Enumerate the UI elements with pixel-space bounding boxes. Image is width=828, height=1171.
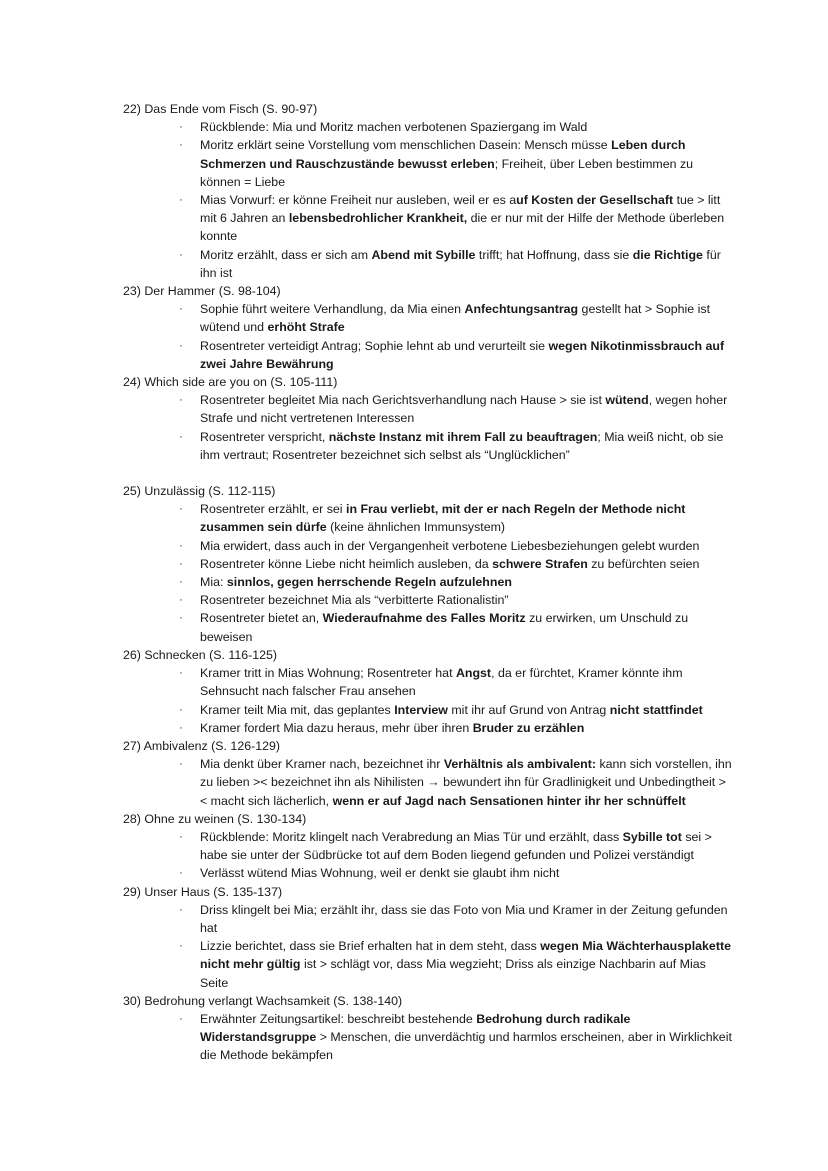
chapter-title: 27) Ambivalenz (S. 126-129) bbox=[123, 738, 281, 753]
bold-text-run: Bruder zu erzählen bbox=[472, 720, 585, 735]
bullet-item bbox=[0, 428, 828, 464]
section-spacer bbox=[0, 464, 828, 482]
text-run: ist > schlägt vor, dass Mia wegzieht; Driss als einzige Nachbarin auf Mias Seite bbox=[200, 957, 706, 990]
bullet-item bbox=[0, 500, 828, 536]
bullet-dot-icon: · bbox=[179, 557, 183, 570]
chapter-title: 23) Der Hammer (S. 98-104) bbox=[123, 284, 281, 299]
text-run: Moritz erklärt seine Vorstellung vom menschlichen Dasein: Mensch müsse bbox=[200, 138, 612, 153]
text-run: Lizzie berichtet, dass sie Brief erhalten hat in dem steht, dass bbox=[200, 939, 541, 954]
bullet-dot-icon: · bbox=[179, 940, 183, 953]
bold-text-run: in Frau verliebt, mit der er nach Regeln der Methode nicht zusammen sein dürfe bbox=[200, 502, 686, 535]
bullet-item bbox=[0, 609, 828, 645]
bullet-dot-icon: · bbox=[179, 303, 183, 316]
chapter-section bbox=[0, 646, 828, 737]
bullet-item bbox=[0, 118, 828, 136]
bullet-list bbox=[0, 500, 828, 646]
bold-text-run: wütend bbox=[605, 393, 649, 408]
text-run: Erwähnter Zeitungsartikel: beschreibt bestehende bbox=[200, 1011, 477, 1026]
text-run: , wegen hoher Strafe und nicht vertretenen Interessen bbox=[200, 393, 728, 426]
bullet-list bbox=[0, 118, 828, 282]
bullet-list bbox=[0, 664, 828, 737]
bullet-dot-icon: · bbox=[179, 830, 183, 843]
bullet-item bbox=[0, 391, 828, 427]
text-run: Rückblende: Moritz klingelt nach Verabredung an Mias Tür und erzählt, dass bbox=[200, 829, 623, 844]
text-run: Mia denkt über Kramer nach, bezeichnet ihr bbox=[200, 757, 444, 772]
text-run: Mias Vorwurf: er könne Freiheit nur ausleben, weil er es a bbox=[200, 193, 517, 208]
chapter-section bbox=[0, 883, 828, 992]
bold-text-run: nächste Instanz mit ihrem Fall zu beauftragen bbox=[328, 429, 598, 444]
bold-text-run: wenn er auf Jagd nach Sensationen hinter ihr her schnüffelt bbox=[332, 793, 686, 808]
bullet-dot-icon: · bbox=[179, 867, 183, 880]
text-run: Rosentreter verspricht, bbox=[200, 429, 329, 444]
text-run: > Menschen, die unverdächtig und harmlos erscheinen, aber in Wirklichkeit die Methode bekämpfen bbox=[200, 1030, 732, 1063]
bullet-dot-icon: · bbox=[179, 576, 183, 589]
text-run: (keine ähnlichen Immunsystem) bbox=[326, 520, 506, 535]
chapter-section bbox=[0, 992, 828, 1065]
bullet-dot-icon: · bbox=[179, 503, 183, 516]
text-run: Mia: bbox=[200, 575, 227, 590]
bullet-dot-icon: · bbox=[179, 121, 183, 134]
text-run: tue > litt mit 6 Jahren an bbox=[200, 193, 721, 226]
chapter-title: 28) Ohne zu weinen (S. 130-134) bbox=[123, 811, 307, 826]
bold-text-run: nicht stattfindet bbox=[609, 702, 703, 717]
bold-text-run: Abend mit Sybille bbox=[371, 247, 476, 262]
chapter-title: 29) Unser Haus (S. 135-137) bbox=[123, 884, 283, 899]
bold-text-run: Verhältnis als ambivalent: bbox=[443, 757, 597, 772]
text-run: Kramer teilt Mia mit, das geplantes bbox=[200, 702, 395, 717]
bullet-item bbox=[0, 555, 828, 573]
text-run: ; Mia weiß nicht, ob sie ihm vertraut; Rosentreter bezeichnet sich selbst als “Unglücklichen” bbox=[200, 429, 724, 462]
text-run: trifft; hat Hoffnung, dass sie bbox=[475, 247, 633, 262]
chapter-section bbox=[0, 100, 828, 282]
bullet-item bbox=[0, 701, 828, 719]
bullet-dot-icon: · bbox=[179, 1012, 183, 1025]
text-run: kann sich vorstellen, ihn zu lieben >< bezeichnet ihn als Nihilisten → bewundert ihn für Gradlinigkeit und Unbedingtheit >< macht sich lächerlich, bbox=[200, 757, 732, 808]
bold-text-run: Sybille tot bbox=[622, 829, 682, 844]
bold-text-run: Bedrohung durch radikale Widerstandsgruppe bbox=[200, 1011, 631, 1045]
bullet-dot-icon: · bbox=[179, 139, 183, 152]
text-run: Sophie führt weitere Verhandlung, da Mia einen bbox=[200, 302, 465, 317]
text-run: für ihn ist bbox=[200, 247, 721, 280]
bullet-list bbox=[0, 828, 828, 883]
bullet-list bbox=[0, 901, 828, 992]
text-run: mit ihr auf Grund von Antrag bbox=[447, 702, 610, 717]
bold-text-run: die Richtige bbox=[632, 247, 703, 262]
text-run: Driss klingelt bei Mia; erzählt ihr, dass sie das Foto von Mia und Kramer in der Zeitung gefunden hat bbox=[200, 902, 728, 935]
bold-text-run: uf Kosten der Gesellschaft bbox=[516, 193, 674, 208]
text-run: die er nur mit der Hilfe der Methode überleben konnte bbox=[200, 211, 725, 244]
bullet-dot-icon: · bbox=[179, 539, 183, 552]
bullet-dot-icon: · bbox=[179, 758, 183, 771]
text-run: Rosentreter bietet an, bbox=[200, 611, 323, 626]
text-run: gestellt hat > Sophie ist wütend und bbox=[200, 302, 711, 335]
bullet-item bbox=[0, 300, 828, 336]
bullet-dot-icon: · bbox=[179, 612, 183, 625]
text-run: zu erwirken, um Unschuld zu beweisen bbox=[200, 611, 689, 644]
bullet-item bbox=[0, 191, 828, 246]
bullet-item bbox=[0, 537, 828, 555]
chapter-section bbox=[0, 373, 828, 464]
text-run: Rosentreter begleitet Mia nach Gerichtsverhandlung nach Hause > sie ist bbox=[200, 393, 606, 408]
bullet-list bbox=[0, 755, 828, 810]
bold-text-run: wegen Nikotinmissbrauch auf zwei Jahre Bewährung bbox=[200, 338, 725, 371]
bullet-dot-icon: · bbox=[179, 903, 183, 916]
bold-text-run: schwere Strafen bbox=[492, 556, 588, 571]
bold-text-run: lebensbedrohlicher Krankheit, bbox=[288, 211, 468, 226]
bullet-dot-icon: · bbox=[179, 594, 183, 607]
text-run: , da er fürchtet, Kramer könnte ihm Sehnsucht nach falscher Frau ansehen bbox=[200, 666, 683, 699]
chapter-title: 26) Schnecken (S. 116-125) bbox=[123, 647, 278, 662]
text-run: Rosentreter verteidigt Antrag; Sophie lehnt ab und verurteilt sie bbox=[200, 338, 549, 353]
chapter-section bbox=[0, 810, 828, 883]
text-run: ; Freiheit, über Leben bestimmen zu können = Liebe bbox=[200, 156, 694, 189]
bullet-dot-icon: · bbox=[179, 430, 183, 443]
chapter-title: 24) Which side are you on (S. 105-111) bbox=[123, 375, 338, 390]
bullet-item bbox=[0, 573, 828, 591]
bold-text-run: wegen Mia Wächterhausplakette nicht mehr gültig bbox=[200, 939, 731, 972]
bullet-item bbox=[0, 591, 828, 609]
bold-text-run: sinnlos, gegen herrschende Regeln aufzulehnen bbox=[226, 575, 512, 590]
bullet-list bbox=[0, 1010, 828, 1065]
chapter-section bbox=[0, 482, 828, 646]
bullet-item bbox=[0, 1010, 828, 1065]
text-run: Rosentreter bezeichnet Mia als “verbitterte Rationalistin” bbox=[200, 593, 509, 608]
bullet-item bbox=[0, 337, 828, 373]
bullet-item bbox=[0, 755, 828, 810]
text-run: Kramer tritt in Mias Wohnung; Rosentreter hat bbox=[200, 666, 456, 681]
chapter-title: 22) Das Ende vom Fisch (S. 90-97) bbox=[123, 102, 318, 116]
bold-text-run: Anfechtungsantrag bbox=[464, 302, 579, 317]
bullet-dot-icon: · bbox=[179, 194, 183, 207]
bullet-item bbox=[0, 828, 828, 864]
bullet-item bbox=[0, 864, 828, 882]
text-run: Moritz erzählt, dass er sich am bbox=[200, 247, 372, 262]
bullet-item bbox=[0, 901, 828, 937]
text-run: zu befürchten seien bbox=[587, 556, 700, 571]
bold-text-run: erhöht Strafe bbox=[267, 320, 345, 335]
chapter-title: 30) Bedrohung verlangt Wachsamkeit (S. 138-140) bbox=[123, 993, 403, 1008]
bullet-item bbox=[0, 937, 828, 992]
chapter-section bbox=[0, 282, 828, 373]
bold-text-run: Leben durch Schmerzen und Rauschzustände bewusst erleben bbox=[200, 138, 686, 171]
text-run: Kramer fordert Mia dazu heraus, mehr über ihren bbox=[200, 720, 473, 735]
bullet-dot-icon: · bbox=[179, 248, 183, 261]
bullet-item bbox=[0, 136, 828, 191]
bullet-dot-icon: · bbox=[179, 721, 183, 734]
bold-text-run: Angst bbox=[455, 666, 492, 681]
text-run: sei > habe sie unter der Südbrücke tot auf dem Boden liegend gefunden und Polizei verständigt bbox=[200, 829, 712, 863]
bullet-list bbox=[0, 300, 828, 373]
bullet-item bbox=[0, 664, 828, 700]
bullet-dot-icon: · bbox=[179, 394, 183, 407]
chapter-section bbox=[0, 737, 828, 810]
bullet-item bbox=[0, 719, 828, 737]
chapter-title: 25) Unzulässig (S. 112-115) bbox=[123, 484, 276, 499]
text-run: Rosentreter erzählt, er sei bbox=[200, 502, 346, 517]
text-run: Rückblende: Mia und Moritz machen verbotenen Spaziergang im Wald bbox=[200, 120, 588, 135]
text-run: Verlässt wütend Mias Wohnung, weil er denkt sie glaubt ihm nicht bbox=[200, 866, 560, 881]
bullet-list bbox=[0, 391, 828, 464]
bullet-dot-icon: · bbox=[179, 667, 183, 680]
document-page bbox=[0, 100, 828, 1065]
text-run: Mia erwidert, dass auch in der Vergangenheit verbotene Liebesbeziehungen gelebt wurden bbox=[200, 538, 700, 553]
bold-text-run: Interview bbox=[394, 702, 448, 717]
bullet-dot-icon: · bbox=[179, 703, 183, 716]
bold-text-run: Wiederaufnahme des Falles Moritz bbox=[322, 611, 526, 626]
bullet-dot-icon: · bbox=[179, 339, 183, 352]
text-run: Rosentreter könne Liebe nicht heimlich ausleben, da bbox=[200, 556, 493, 571]
bullet-item bbox=[0, 246, 828, 282]
